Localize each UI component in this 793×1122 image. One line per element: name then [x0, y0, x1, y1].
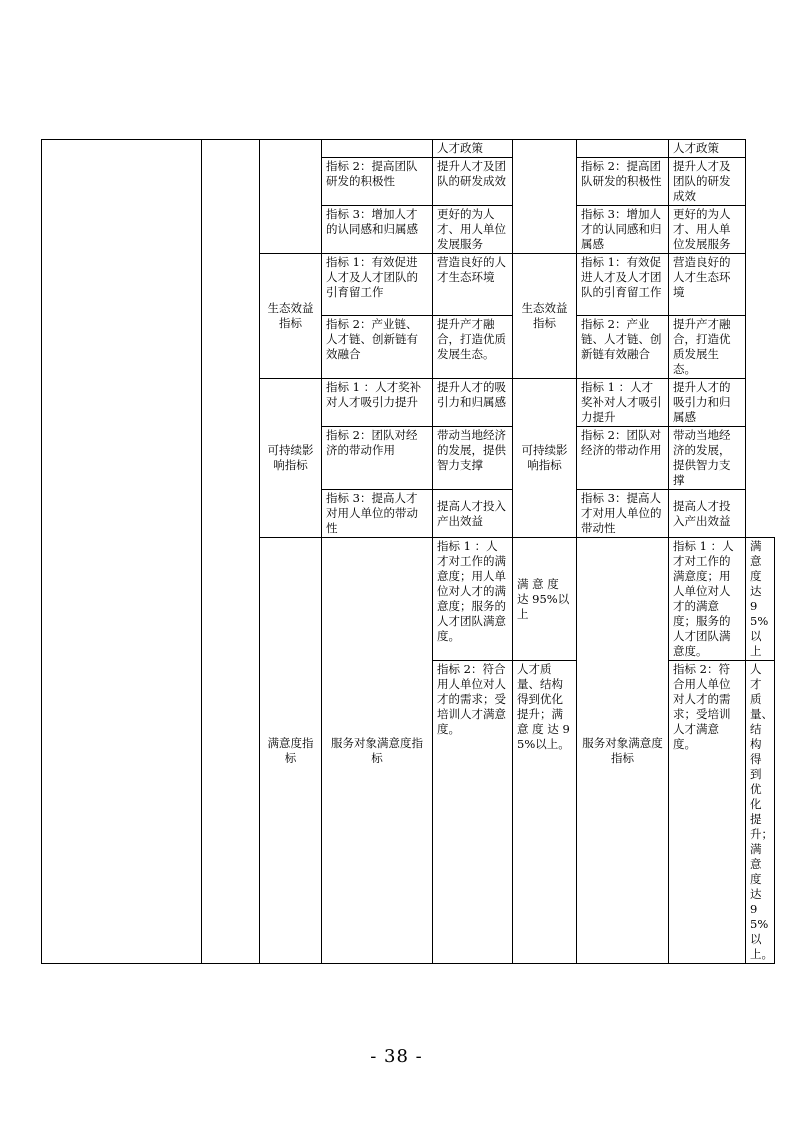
indicator-cell: 指标 2：符合用人单位对人才的需求；受培训人才满意度。 — [669, 661, 746, 964]
actual-value-cell: 营造良好的人才生态环境 — [669, 254, 746, 316]
indicator-cell: 指标 3：增加人才的认同感和归属感 — [322, 206, 433, 254]
actual-value-cell: 人才质量、结构得到优化提升；满 意 度 达 95%以上。 — [746, 661, 775, 964]
category-label: 生态效益指标 — [260, 254, 322, 379]
category-label: 可持续影响指标 — [260, 379, 322, 538]
indicator-cell-empty — [577, 140, 669, 158]
indicator-cell: 指标 1：有效促进人才及人才团队的引育留工作 — [577, 254, 669, 316]
target-value-cell: 人才质量、结构得到优化提升；满 意 度 达 95%以上。 — [513, 661, 577, 964]
indicator-cell: 指标 2：产业链、人才链、创新链有效融合 — [322, 316, 433, 379]
target-value-cell: 提升人才及团队的研发成效 — [433, 158, 513, 206]
indicator-cell: 指标 1 ：人才奖补对人才吸引力提升 — [577, 379, 669, 427]
category-label: 生态效益指标 — [513, 254, 577, 379]
actual-value-cell: 带动当地经济的发展，提供智力支撑 — [669, 427, 746, 490]
category-label: 可持续影响指标 — [513, 379, 577, 538]
indicator-cell: 指标 2：产业链、人才链、创新链有效融合 — [577, 316, 669, 379]
indicator-cell-empty — [322, 140, 433, 158]
target-value-cell: 提升人才的吸引力和归属感 — [433, 379, 513, 427]
indicator-cell: 指标 3：提高人才对用人单位的带动性 — [577, 490, 669, 538]
target-value-cell: 人才政策 — [433, 140, 513, 158]
indicator-cell: 指标 1：有效促进人才及人才团队的引育留工作 — [322, 254, 433, 316]
indicator-cell: 指标 2：团队对经济的带动作用 — [322, 427, 433, 490]
indicator-cell: 指标 2：团队对经济的带动作用 — [577, 427, 669, 490]
third-level-cell-empty — [260, 140, 322, 254]
first-level-cell-empty — [42, 140, 202, 964]
indicator-cell: 指标 1 ：人才奖补对人才吸引力提升 — [322, 379, 433, 427]
actual-value-cell: 更好的为人才、用人单位发展服务 — [669, 206, 746, 254]
actual-value-cell: 提升产才融合，打造优质发展生态。 — [669, 316, 746, 379]
category-label: 服务对象满意度指标 — [577, 538, 669, 964]
target-value-cell: 提升产才融合，打造优质发展生态。 — [433, 316, 513, 379]
indicator-cell: 指标 2：符合用人单位对人才的需求；受培训人才满意度。 — [433, 661, 513, 964]
target-value-cell: 营造良好的人才生态环境 — [433, 254, 513, 316]
indicator-cell: 指标 2：提高团队研发的积极性 — [577, 158, 669, 206]
actual-value-cell: 提升人才及团队的研发成效 — [669, 158, 746, 206]
indicator-cell: 指标 3：增加人才的认同感和归属感 — [577, 206, 669, 254]
target-value-cell: 带动当地经济的发展，提供智力支撑 — [433, 427, 513, 490]
page-number: - 38 - — [370, 1046, 423, 1067]
indicator-cell: 指标 1 ：人才对工作的满意度；用人单位对人才的满意度；服务的人才团队满意度。 — [669, 538, 746, 661]
indicator-cell: 指标 1 ：人才对工作的满意度；用人单位对人才的满意度；服务的人才团队满意度。 — [433, 538, 513, 661]
actual-value-cell: 人才政策 — [669, 140, 746, 158]
third-level-cell-empty — [513, 140, 577, 254]
performance-indicator-table — [41, 139, 775, 964]
actual-value-cell: 提升人才的吸引力和归属感 — [669, 379, 746, 427]
indicator-cell: 指标 2：提高团队研发的积极性 — [322, 158, 433, 206]
target-value-cell: 更好的为人才、用人单位发展服务 — [433, 206, 513, 254]
target-value-cell: 满 意 度 达 95%以上 — [513, 538, 577, 661]
category-label: 满意度指标 — [260, 538, 322, 964]
indicator-cell: 指标 3：提高人才对用人单位的带动性 — [322, 490, 433, 538]
actual-value-cell: 提高人才投入产出效益 — [669, 490, 746, 538]
actual-value-cell: 满 意 度 达 95%以上 — [746, 538, 775, 661]
second-level-cell-empty — [202, 140, 260, 964]
target-value-cell: 提高人才投入产出效益 — [433, 490, 513, 538]
category-label: 服务对象满意度指标 — [322, 538, 433, 964]
